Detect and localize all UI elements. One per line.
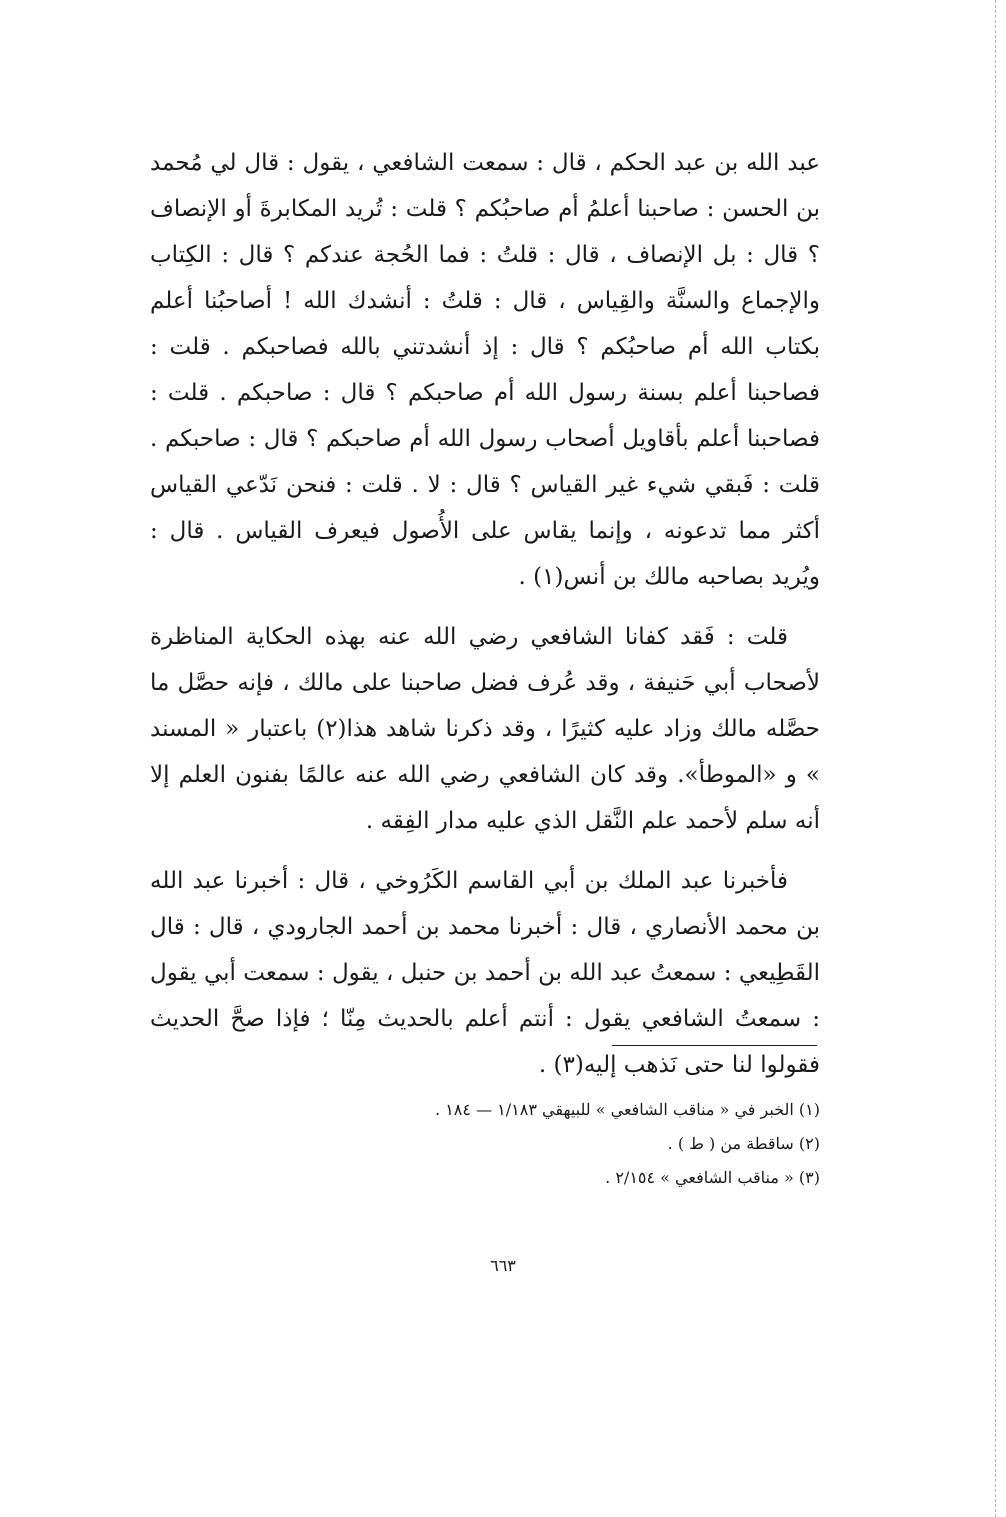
footnote-1: (١) الخبر في « مناقب الشافعي » للبيهقي ١/١٨٣ — ١٨٤ . — [435, 1100, 820, 1119]
scan-edge-line — [995, 0, 996, 1517]
paragraph-3: فأخبرنا عبد الملك بن أبي القاسم الكَرُوخي ، قال : أخبرنا عبد الله بن محمد الأنصاري ، قال : أخبرنا محمد بن أحمد الجارودي ، قال : قال القَطِيعي : سمعتُ عبد الله بن أحمد بن حنبل ، يقول : سمعت أبي يقول : سمعتُ الشافعي يقول : أنتم أعلم بالحديث مِنّا ؛ فإذا صحَّ الحديث فقولوا لنا حتى نَذهب إليه(٣) . — [150, 868, 820, 1078]
paragraph-2: قلت : فَقد كفانا الشافعي رضي الله عنه بهذه الحكاية المناظرة لأصحاب أبي حَنيفة ، وقد عُرف فضل صاحبنا على مالك ، فإنه حصَّل ما حصَّله مالك وزاد عليه كثيرًا ، وقد ذكرنا شاهد هذا(٢) باعتبار « المسند » و «الموطأ». وقد كان الشافعي رضي الله عنه عالمًا بفنون العلم إلا أنه سلم لأحمد علم النَّقل الذي عليه مدار الفِقه . — [150, 624, 820, 834]
footnote-3: (٣) « مناقب الشافعي » ٢/١٥٤ . — [605, 1168, 820, 1187]
main-text — [150, 140, 820, 1088]
paragraph-1: عبد الله بن عبد الحكم ، قال : سمعت الشافعي ، يقول : قال لي مُحمد بن الحسن : صاحبنا أعلمُ أم صاحبُكم ؟ قلت : تُريد المكابرةَ أو الإنصاف ؟ قال : بل الإنصاف ، قال : قلتُ : فما الحُجة عندكم ؟ قال : الكِتاب والإجماع والسنَّة والقِياس ، قال : قلتُ : أنشدك الله ! أصاحبُنا أعلم بكتاب الله أم صاحبُكم ؟ قال : إذ أنشدتني بالله فصاحبكم . قلت : فصاحبنا أعلم بسنة رسول الله أم صاحبكم ؟ قال : صاحبكم . قلت : فصاحبنا أعلم بأقاويل أصحاب رسول الله أم صاحبكم ؟ قال : صاحبكم . قلت : فَبقي شيء غير القياس ؟ قال : لا . قلت : فنحن نَدّعي القياس أكثر مما تدعونه ، وإنما يقاس على الأُصول فيعرف القياس . قال : ويُريد بصاحبه مالك بن أنس(١) . — [150, 150, 820, 590]
footnote-2: (٢) ساقطة من ( ط ) . — [667, 1134, 820, 1153]
footnote-separator — [612, 1045, 817, 1046]
footnotes — [300, 1093, 820, 1195]
page-number: ٦٦٣ — [490, 1256, 516, 1275]
